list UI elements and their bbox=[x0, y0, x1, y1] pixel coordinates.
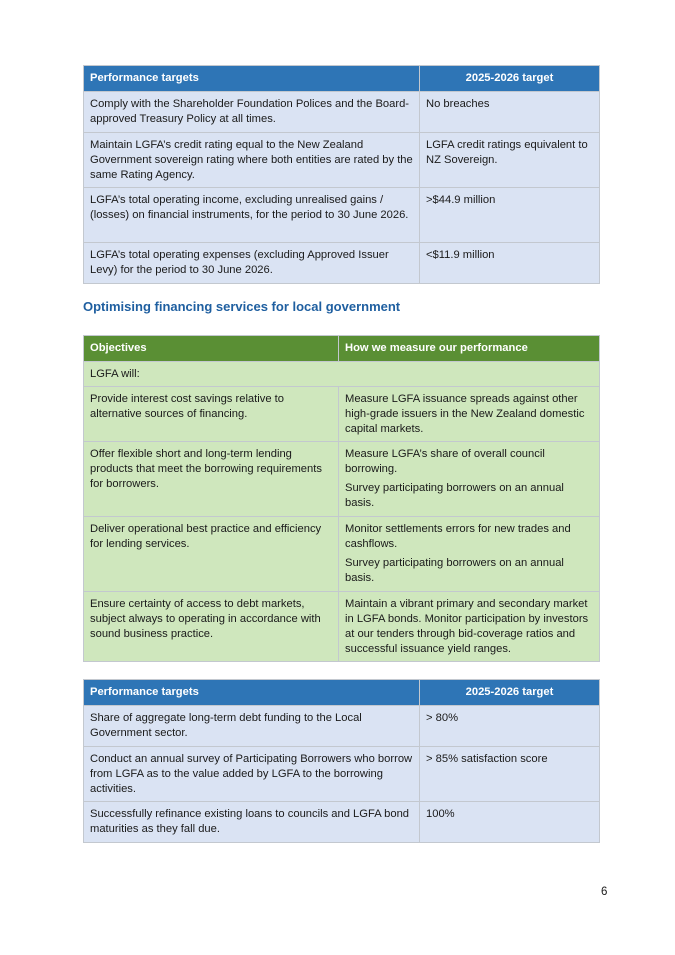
objective-text: Deliver operational best practice and efficiency for lending services. bbox=[84, 517, 339, 592]
performance-targets-table-1 bbox=[83, 65, 600, 284]
table-header-row bbox=[84, 336, 600, 362]
objective-text: Provide interest cost savings relative to alternative sources of financing. bbox=[84, 387, 339, 442]
table-row bbox=[84, 133, 600, 188]
target-description: Comply with the Shareholder Foundation Polices and the Board-approved Treasury Policy at all times. bbox=[84, 92, 420, 133]
performance-targets-table-2 bbox=[83, 679, 600, 843]
section-heading: Optimising financing services for local government bbox=[83, 299, 401, 314]
column-header-measures: How we measure our performance bbox=[339, 336, 600, 362]
target-description: LGFA’s total operating income, excluding unrealised gains / (losses) on financial instruments, for the period to 30 June 2026. bbox=[84, 188, 420, 243]
table-row bbox=[84, 188, 600, 243]
measure-text: Survey participating borrowers on an annual basis. bbox=[345, 482, 564, 509]
column-header-performance-targets: Performance targets bbox=[84, 66, 420, 92]
table-row-intro bbox=[84, 362, 600, 387]
table-row bbox=[84, 517, 600, 592]
measure-text: Survey participating borrowers on an annual basis. bbox=[345, 557, 564, 584]
target-value: 100% bbox=[420, 802, 600, 843]
intro-text: LGFA will: bbox=[84, 362, 600, 387]
target-value: LGFA credit ratings equivalent to NZ Sovereign. bbox=[420, 133, 600, 188]
measure-text: Measure LGFA issuance spreads against other high-grade issuers in the New Zealand domestic capital markets. bbox=[345, 393, 585, 435]
objectives-table bbox=[83, 335, 600, 662]
table-header-row bbox=[84, 66, 600, 92]
measure-text: Measure LGFA’s share of overall council borrowing. bbox=[345, 448, 545, 475]
column-header-objectives: Objectives bbox=[84, 336, 339, 362]
table-row bbox=[84, 802, 600, 843]
measure-cell bbox=[339, 517, 600, 592]
measure-cell bbox=[339, 592, 600, 662]
table-row bbox=[84, 387, 600, 442]
column-header-performance-targets: Performance targets bbox=[84, 680, 420, 706]
table-row bbox=[84, 92, 600, 133]
target-value: > 80% bbox=[420, 706, 600, 747]
target-description: Maintain LGFA’s credit rating equal to the New Zealand Government sovereign rating where both entities are rated by the same Rating Agency. bbox=[84, 133, 420, 188]
objective-text: Ensure certainty of access to debt markets, subject always to operating in accordance with sound business practice. bbox=[84, 592, 339, 662]
target-value: No breaches bbox=[420, 92, 600, 133]
table-row bbox=[84, 442, 600, 517]
table-row bbox=[84, 706, 600, 747]
target-value: <$11.9 million bbox=[420, 243, 600, 284]
target-value: >$44.9 million bbox=[420, 188, 600, 243]
measure-cell bbox=[339, 442, 600, 517]
table-row bbox=[84, 592, 600, 662]
table-row bbox=[84, 747, 600, 802]
objective-text: Offer flexible short and long-term lending products that meet the borrowing requirements for borrowers. bbox=[84, 442, 339, 517]
table-header-row bbox=[84, 680, 600, 706]
page-number: 6 bbox=[601, 886, 608, 898]
target-description: Share of aggregate long-term debt funding to the Local Government sector. bbox=[84, 706, 420, 747]
measure-text: Maintain a vibrant primary and secondary market in LGFA bonds. Monitor participation by investors at our tenders through bid-coverage ratios and successful issuance yield ranges. bbox=[345, 598, 589, 655]
target-description: LGFA’s total operating expenses (excluding Approved Issuer Levy) for the period to 30 June 2026. bbox=[84, 243, 420, 284]
column-header-target: 2025-2026 target bbox=[420, 680, 600, 706]
measure-cell bbox=[339, 387, 600, 442]
table-row bbox=[84, 243, 600, 284]
target-value: > 85% satisfaction score bbox=[420, 747, 600, 802]
column-header-target: 2025-2026 target bbox=[420, 66, 600, 92]
target-description: Successfully refinance existing loans to councils and LGFA bond maturities as they fall due. bbox=[84, 802, 420, 843]
measure-text: Monitor settlements errors for new trades and cashflows. bbox=[345, 523, 571, 550]
target-description: Conduct an annual survey of Participating Borrowers who borrow from LGFA as to the value added by LGFA to the borrowing activities. bbox=[84, 747, 420, 802]
